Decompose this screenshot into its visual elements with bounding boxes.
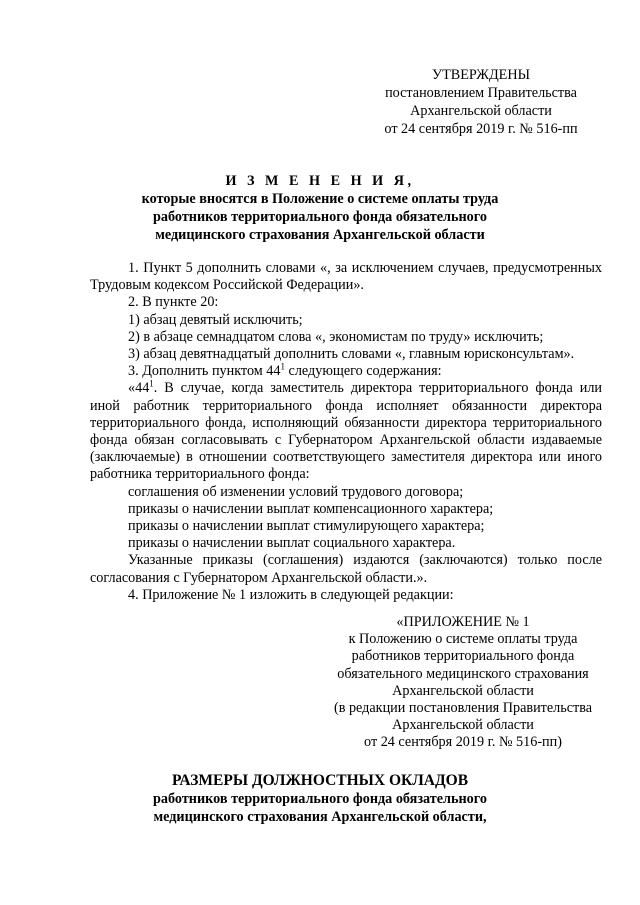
paragraph-3 [90,363,602,380]
paragraph-2-item-1: 1) абзац девятый исключить; [128,311,303,328]
quoted-clause-text: . В случае, когда заместитель директора территориального фонда или иной работник территориального фонда исполняет обязанности директора территориального фонда, исполняющий обязанности директора территориального фонда обязан согласовывать с Губернатором Архангельской области издаваемые (заключаемые) в отношении соответствующего заместителя директора или иного работника территориального фонда: [90,380,602,483]
approval-line-region: Архангельской области [410,103,552,119]
paragraph-2: 2. В пункте 20: [128,294,219,311]
quoted-list-item-1: соглашения об изменении условий трудового договора; [128,483,464,500]
paragraph-2-item-2: 2) в абзаце семнадцатом слова «, экономистам по труду» исключить; [128,328,544,345]
document-body [90,260,602,604]
approval-line-approved: УТВЕРЖДЕНЫ [432,67,530,83]
appendix-line-7: Архангельской области [392,717,534,734]
salary-sizes-title [100,772,540,826]
appendix-line-2: к Положению о системе оплаты труда [348,631,578,648]
appendix-line-6: (в редакции постановления Правительства [333,700,593,717]
paragraph-1: 1. Пункт 5 дополнить словами «, за исключением случаев, предусмотренных Трудовым кодексом Российской Федерации». [90,260,602,294]
quoted-clause-end: Указанные приказы (соглашения) издаются (заключаются) только после согласования с Губернатором Архангельской области.». [90,552,602,586]
quoted-list-item-2: приказы о начислении выплат компенсационного характера; [128,500,494,517]
paragraph-3-end: следующего содержания: [284,363,442,380]
salary-sizes-heading: РАЗМЕРЫ ДОЛЖНОСТНЫХ ОКЛАДОВ [171,772,469,789]
paragraph-2-item-3: 3) абзац девятнадцатый дополнить словами «, главным юрисконсультам». [128,346,575,363]
quoted-list-item-3: приказы о начислении выплат стимулирующего характера; [128,518,485,535]
paragraph-3-start: 3. Дополнить пунктом 44 [128,363,281,380]
approval-line-by-decree: постановлением Правительства [385,85,577,101]
paragraph-4: 4. Приложение № 1 изложить в следующей редакции: [128,586,454,603]
appendix-line-8: от 24 сентября 2019 г. № 516-пп) [364,734,562,751]
quoted-clause [90,380,602,483]
appendix-line-5: Архангельской области [392,682,534,699]
quoted-clause-number: «44 [128,380,150,397]
quoted-list-item-4: приказы о начислении выплат социального характера. [128,535,456,552]
appendix-header [318,614,608,752]
changes-subtitle-line-3: медицинского страхования Архангельской области [155,227,485,243]
changes-title [100,172,540,244]
appendix-line-4: обязательного медицинского страхования [337,665,589,682]
changes-heading: И З М Е Н Е Н И Я, [225,173,415,189]
appendix-line-3: работников территориального фонда [351,648,575,665]
changes-subtitle-line-2: работников территориального фонда обязательного [153,209,487,225]
approval-line-date: от 24 сентября 2019 г. № 516-пп [384,121,578,137]
quoted-clause-superscript: 1 [149,378,154,389]
salary-sizes-subtitle-line-1: работников территориального фонда обязательного [153,791,487,807]
appendix-line-1: «ПРИЛОЖЕНИЕ № 1 [396,614,530,630]
paragraph-3-superscript: 1 [280,361,285,372]
changes-subtitle-line-1: которые вносятся в Положение о системе оплаты труда [141,191,499,207]
salary-sizes-subtitle-line-2: медицинского страхования Архангельской области, [153,809,487,825]
approval-stamp [360,66,602,138]
